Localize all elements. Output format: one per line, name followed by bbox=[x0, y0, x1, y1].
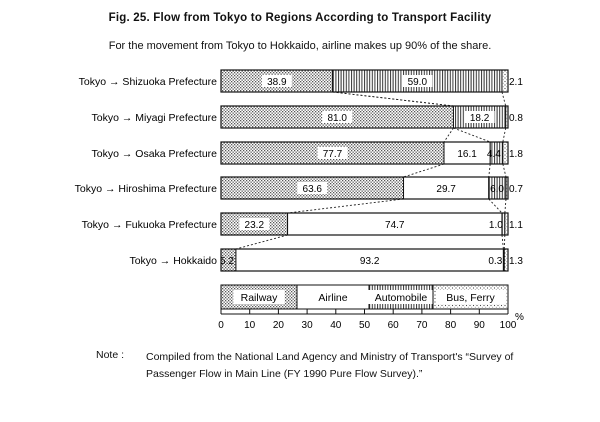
value-label-tokyo-hokkaido-bus-ferry: 1.3 bbox=[509, 256, 523, 267]
value-label-tokyo-miyagi-prefecture-bus-ferry: 0.8 bbox=[509, 113, 523, 124]
connector-4-1 bbox=[502, 235, 503, 249]
x-tick-label-30: 30 bbox=[301, 320, 313, 331]
note-line-2: Passenger Flow in Main Line (FY 1990 Pure Flow Survey).” bbox=[146, 368, 423, 380]
legend-label-airline: Airline bbox=[318, 292, 348, 304]
value-label-tokyo-shizuoka-prefecture-bus-ferry: 2.1 bbox=[509, 77, 523, 88]
value-label-tokyo-shizuoka-prefecture-railway: 38.9 bbox=[267, 77, 287, 88]
connector-4-0 bbox=[236, 235, 288, 249]
note-line-1: Compiled from the National Land Agency and Ministry of Transport's “Survey of bbox=[146, 351, 514, 363]
value-label-tokyo-hiroshima-prefecture-automobile: 6.0 bbox=[490, 184, 504, 195]
value-label-tokyo-shizuoka-prefecture-automobile: 59.0 bbox=[407, 77, 428, 88]
figure-title: Fig. 25. Flow from Tokyo to Regions According to Transport Facility bbox=[108, 12, 492, 24]
connector-1-0 bbox=[444, 128, 453, 142]
category-label-tokyo-miyagi-prefecture: Tokyo → Miyagi Prefecture bbox=[91, 112, 217, 124]
connector-2-2 bbox=[503, 164, 506, 177]
value-label-tokyo-hokkaido-automobile: 0.3 bbox=[488, 256, 503, 267]
value-label-tokyo-fukuoka-prefecture-airline: 74.7 bbox=[385, 220, 405, 231]
value-label-tokyo-fukuoka-prefecture-automobile: 1.0 bbox=[488, 220, 503, 231]
x-axis bbox=[218, 309, 524, 331]
category-label-tokyo-fukuoka-prefecture: Tokyo → Fukuoka Prefecture bbox=[81, 219, 217, 231]
connector-4-2 bbox=[504, 235, 505, 249]
value-label-tokyo-fukuoka-prefecture-bus-ferry: 1.1 bbox=[509, 220, 523, 231]
connector-3-0 bbox=[288, 199, 404, 213]
value-label-tokyo-miyagi-prefecture-automobile: 18.2 bbox=[469, 113, 490, 124]
connector-1-2 bbox=[503, 128, 506, 142]
value-label-tokyo-hiroshima-prefecture-airline: 29.7 bbox=[436, 184, 456, 195]
x-tick-label-90: 90 bbox=[473, 320, 485, 331]
note-text bbox=[146, 349, 566, 383]
category-label-tokyo-shizuoka-prefecture: Tokyo → Shizuoka Prefecture bbox=[78, 76, 217, 88]
x-tick-label-70: 70 bbox=[416, 320, 428, 331]
value-label-tokyo-hokkaido-airline: 93.2 bbox=[359, 256, 380, 267]
connector-2-0 bbox=[404, 164, 444, 177]
category-label-tokyo-osaka-prefecture: Tokyo → Osaka Prefecture bbox=[91, 148, 217, 160]
legend bbox=[221, 285, 508, 309]
x-tick-label-80: 80 bbox=[445, 320, 457, 331]
value-label-tokyo-hiroshima-prefecture-railway: 63.6 bbox=[302, 184, 323, 195]
connector-3-2 bbox=[505, 199, 506, 213]
bar-tokyo-shizuoka-prefecture-bus-ferry bbox=[502, 70, 508, 92]
connector-3-1 bbox=[489, 199, 502, 213]
value-labels bbox=[220, 75, 523, 267]
value-label-tokyo-miyagi-prefecture-railway: 81.0 bbox=[327, 113, 347, 124]
connector-2-1 bbox=[489, 164, 490, 177]
value-label-tokyo-hiroshima-prefecture-bus-ferry: 0.7 bbox=[509, 184, 523, 195]
x-tick-label-20: 20 bbox=[272, 320, 284, 331]
x-tick-label-40: 40 bbox=[330, 320, 342, 331]
category-labels bbox=[75, 76, 218, 267]
legend-label-railway: Railway bbox=[240, 292, 278, 304]
value-label-tokyo-osaka-prefecture-bus-ferry: 1.8 bbox=[509, 149, 523, 160]
category-label-tokyo-hiroshima-prefecture: Tokyo → Hiroshima Prefecture bbox=[74, 183, 217, 195]
value-label-tokyo-osaka-prefecture-airline: 16.1 bbox=[457, 149, 477, 160]
connector-1-1 bbox=[453, 128, 490, 142]
bars-layer bbox=[221, 70, 508, 271]
x-tick-label-60: 60 bbox=[387, 320, 399, 331]
x-tick-label-10: 10 bbox=[244, 320, 256, 331]
note-label: Note : bbox=[96, 349, 125, 361]
connector-0-1 bbox=[333, 92, 454, 106]
connector-0-2 bbox=[502, 92, 506, 106]
value-label-tokyo-osaka-prefecture-automobile: 4.4 bbox=[486, 149, 501, 160]
x-tick-label-100: 100 bbox=[499, 320, 517, 331]
legend-label-automobile: Automobile bbox=[374, 292, 428, 304]
legend-label-bus-ferry: Bus, Ferry bbox=[446, 292, 495, 304]
category-label-tokyo-hokkaido: Tokyo → Hokkaido bbox=[129, 255, 217, 267]
x-axis-unit: % bbox=[515, 312, 524, 323]
value-label-tokyo-fukuoka-prefecture-railway: 23.2 bbox=[244, 220, 265, 231]
figure-subtitle: For the movement from Tokyo to Hokkaido, airline makes up 90% of the share. bbox=[108, 40, 492, 52]
value-label-tokyo-osaka-prefecture-railway: 77.7 bbox=[322, 149, 343, 160]
x-tick-label-0: 0 bbox=[218, 320, 224, 331]
x-tick-label-50: 50 bbox=[358, 320, 371, 331]
value-label-tokyo-hokkaido-railway: 5.2 bbox=[220, 256, 234, 267]
bar-tokyo-osaka-prefecture-bus-ferry bbox=[503, 142, 508, 164]
